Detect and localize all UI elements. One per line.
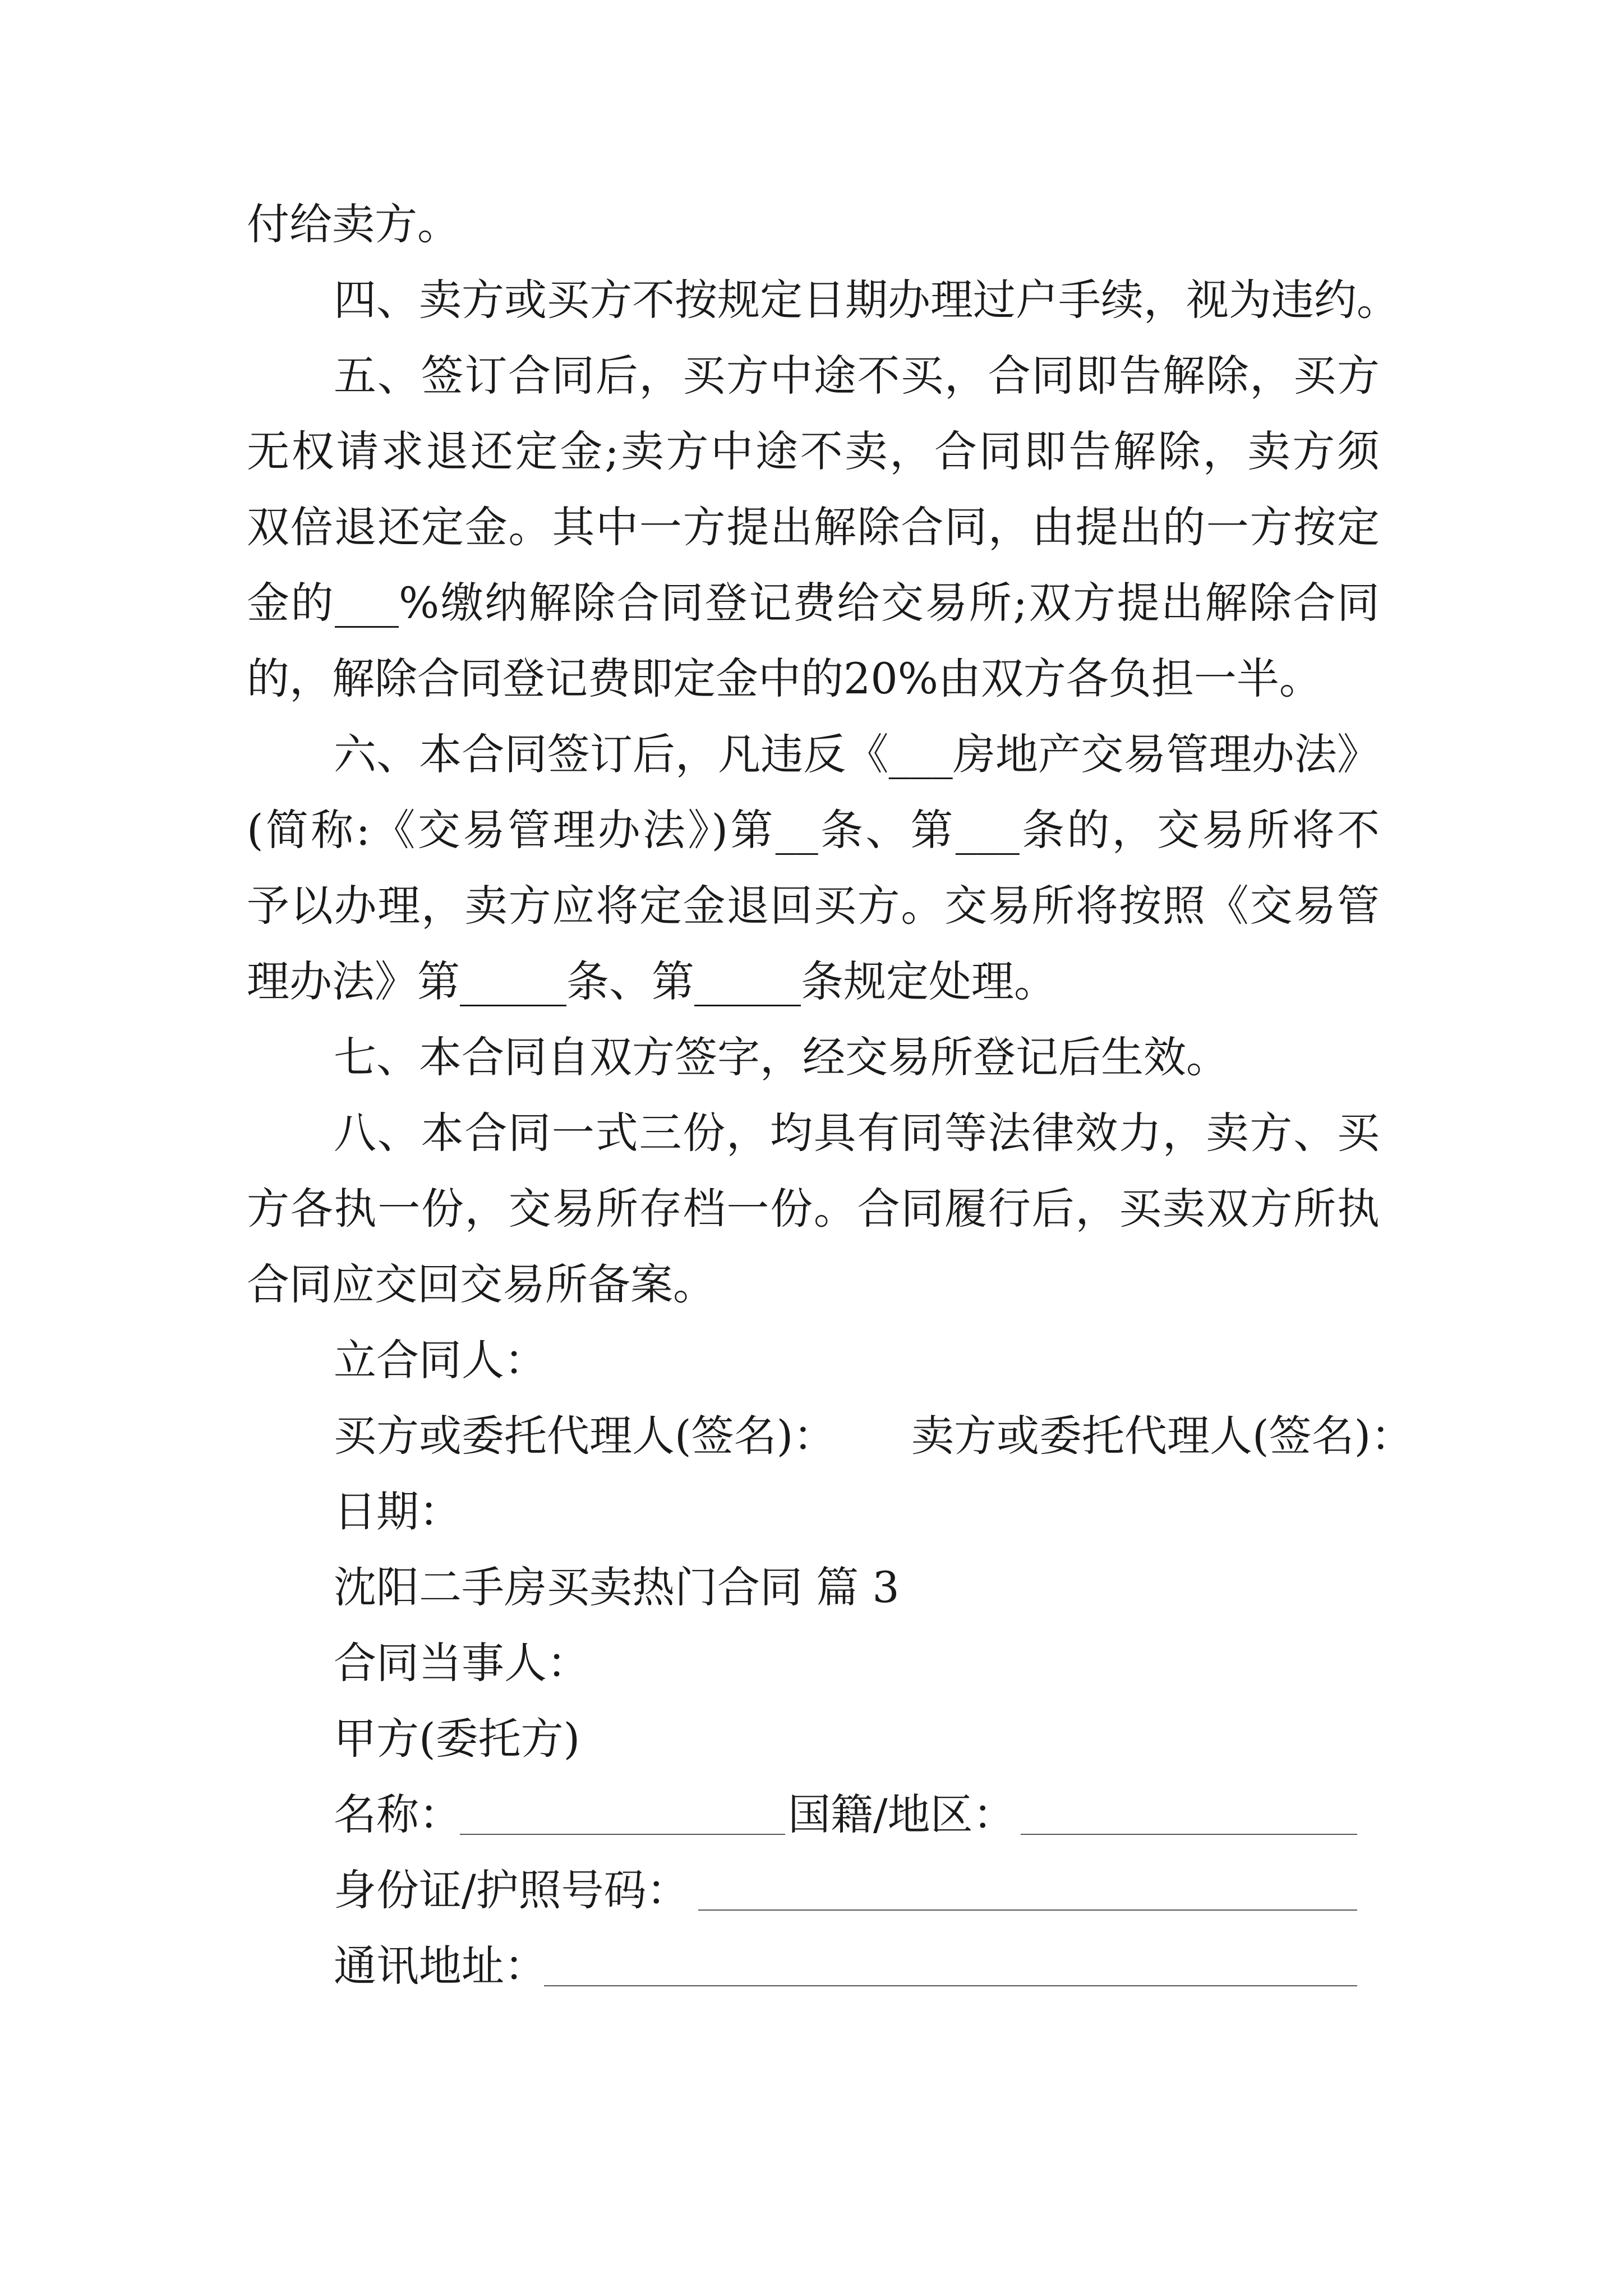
nationality-field[interactable] — [1021, 1787, 1357, 1843]
address-label: 通讯地址： — [334, 1941, 547, 1991]
clause-5-line-5: 的，解除合同登记费即定金中的20%由双方各负担一半。 — [247, 654, 1322, 703]
section-heading: 沈阳二手房买卖热门合同 篇 3 — [334, 1562, 900, 1612]
clause-5-line-1: 五、签订合同后，买方中途不买，合同即告解除，买方 — [334, 351, 1380, 401]
parties-label: 合同当事人： — [334, 1638, 589, 1688]
clause-8-line-3: 合同应交回交易所备案。 — [247, 1259, 716, 1309]
clause-6-line-4: 理办法》第_____条、第_____条规定处理。 — [247, 956, 1057, 1006]
clause-8-line-2: 方各执一份，交易所存档一份。合同履行后，买卖双方所执 — [247, 1184, 1380, 1234]
id-field[interactable] — [698, 1862, 1357, 1918]
id-row — [334, 1862, 1380, 1918]
paragraph-line: 付给卖方。 — [247, 199, 460, 249]
name-label: 名称： — [334, 1789, 462, 1839]
id-label: 身份证/护照号码： — [334, 1865, 689, 1915]
clause-5-line-4: 金的___%缴纳解除合同登记费给交易所;双方提出解除合同 — [247, 578, 1380, 628]
clause-6-line-3: 予以办理，卖方应将定金退回买方。交易所将按照《交易管 — [247, 881, 1380, 931]
clause-5-line-2: 无权请求退还定金;卖方中途不卖，合同即告解除，卖方须 — [247, 426, 1380, 476]
name-nationality-row — [334, 1787, 1380, 1843]
date-label: 日期： — [334, 1487, 462, 1536]
address-row — [334, 1938, 1380, 1994]
nationality-label: 国籍/地区： — [788, 1789, 1016, 1839]
address-field[interactable] — [544, 1938, 1357, 1994]
party-a-label: 甲方(委托方) — [334, 1714, 580, 1764]
clause-6-line-2: (简称:《交易管理办法》)第__条、第___条的，交易所将不 — [247, 805, 1380, 855]
seller-signature-label: 卖方或委托代理人(签名)： — [911, 1411, 1414, 1461]
clause-6-line-1: 六、本合同签订后，凡违反《___房地产交易管理办法》 — [334, 729, 1380, 779]
clause-5-line-3: 双倍退还定金。其中一方提出解除合同，由提出的一方按定 — [247, 502, 1380, 552]
signature-title: 立合同人： — [334, 1335, 547, 1385]
clause-4: 四、卖方或买方不按规定日期办理过户手续，视为违约。 — [334, 275, 1399, 325]
clause-8-line-1: 八、本合同一式三份，均具有同等法律效力，卖方、买 — [334, 1108, 1380, 1158]
clause-7: 七、本合同自双方签字，经交易所登记后生效。 — [334, 1032, 1229, 1082]
buyer-signature-label: 买方或委托代理人(签名)： — [334, 1411, 836, 1461]
signature-row — [334, 1408, 1414, 1464]
name-field[interactable] — [460, 1787, 785, 1843]
